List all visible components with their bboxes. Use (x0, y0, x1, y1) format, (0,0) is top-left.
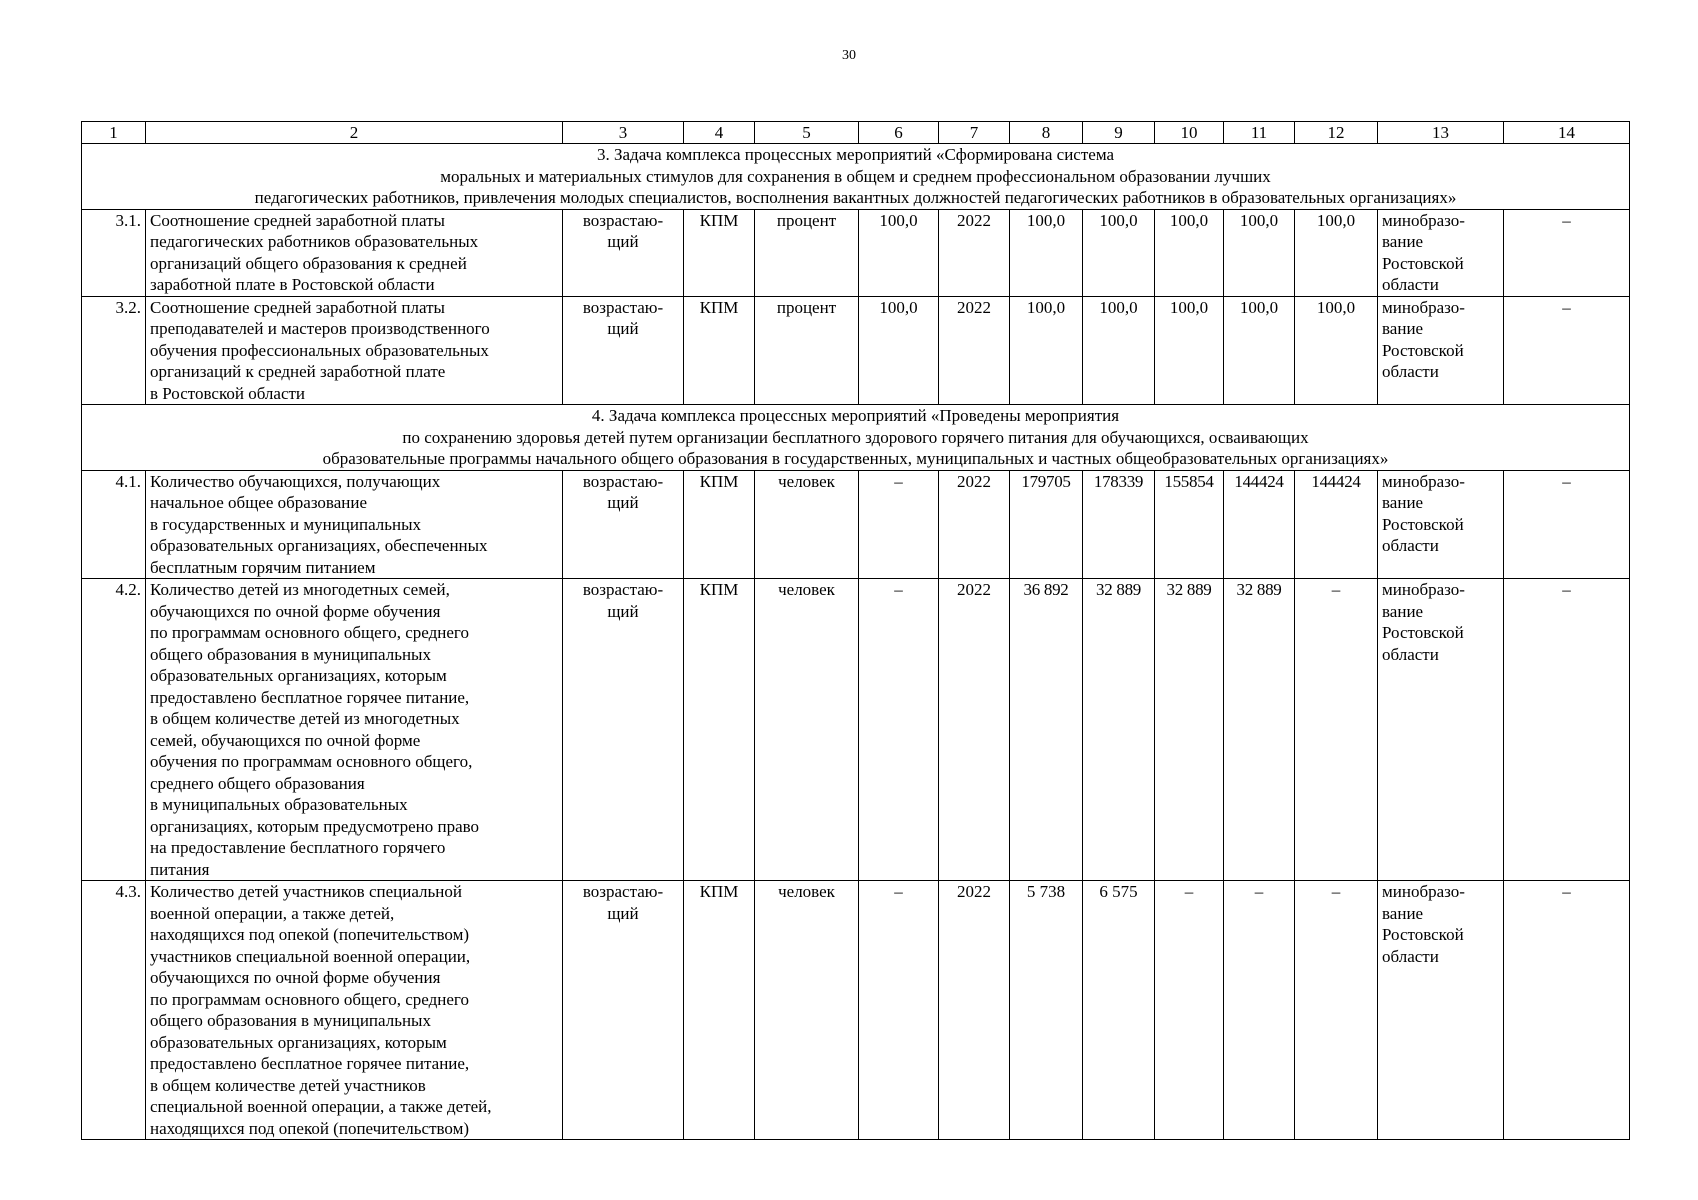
indicator-name: Соотношение средней заработной платы преподавателей и мастеров производственного обучения профессиональных образовательных организаций к средней заработной плате в Ростовской области (146, 296, 563, 405)
row-number: 4.2. (82, 579, 146, 881)
indicator-name: Количество детей участников специальной военной операции, а также детей, находящихся под опекой (попечительством) участников специальной военной операции, обучающихся по очной форме обучения по программам основного общего, среднего общего образования в муниципальных образовательных организациях, которым предоставлено бесплатное горячее питание, в общем количестве детей участников специальной военной операции, а также детей, находящихся под опекой (попечительством) (146, 881, 563, 1140)
trend-cell: возрастаю- щий (563, 881, 684, 1140)
trend-cell: возрастаю- щий (563, 579, 684, 881)
value-cell: 144424 (1224, 470, 1295, 579)
base-value-cell: – (859, 881, 939, 1140)
value-cell: 6 575 (1083, 881, 1155, 1140)
indicator-name: Количество детей из многодетных семей, обучающихся по очной форме обучения по программам основного общего, среднего общего образования в муниципальных образовательных организациях, которым предоставлено бесплатное горячее питание, в общем количестве детей из многодетных семей, обучающихся по очной форме обучения по программам основного общего, среднего общего образования в муниципальных образовательных организациях, которым предусмотрено право на предоставление бесплатного горячего питания (146, 579, 563, 881)
value-cell: 100,0 (1295, 209, 1378, 296)
column-number: 9 (1083, 122, 1155, 144)
row-number: 4.1. (82, 470, 146, 579)
value-cell: 32 889 (1155, 579, 1224, 881)
value-cell: 32 889 (1083, 579, 1155, 881)
base-value-cell: – (859, 470, 939, 579)
responsible-cell: минобразо- вание Ростовской области (1378, 296, 1504, 405)
column-number: 8 (1010, 122, 1083, 144)
page-number: 30 (842, 48, 856, 63)
value-cell: 100,0 (1083, 209, 1155, 296)
column-number: 5 (755, 122, 859, 144)
responsible-cell: минобразо- вание Ростовской области (1378, 470, 1504, 579)
column-number: 10 (1155, 122, 1224, 144)
base-year-cell: 2022 (939, 470, 1010, 579)
link-cell: – (1504, 470, 1630, 579)
table-row (82, 209, 1630, 296)
table-row (82, 470, 1630, 579)
row-number: 3.1. (82, 209, 146, 296)
value-cell: 155854 (1155, 470, 1224, 579)
column-number: 6 (859, 122, 939, 144)
table-row (82, 881, 1630, 1140)
indicator-name: Количество обучающихся, получающих начальное общее образование в государственных и муниципальных образовательных организациях, обеспеченных бесплатным горячим питанием (146, 470, 563, 579)
value-cell: 100,0 (1295, 296, 1378, 405)
indicator-type-cell: КПМ (684, 470, 755, 579)
row-number: 4.3. (82, 881, 146, 1140)
unit-cell: процент (755, 296, 859, 405)
value-cell: – (1295, 881, 1378, 1140)
unit-cell: человек (755, 470, 859, 579)
responsible-cell: минобразо- вание Ростовской области (1378, 579, 1504, 881)
column-number: 4 (684, 122, 755, 144)
value-cell: 100,0 (1155, 296, 1224, 405)
section-title: 4. Задача комплекса процессных мероприятий «Проведены мероприятия по сохранению здоровья детей путем организации бесплатного здорового горячего питания для обучающихся, осваивающих образовательные программы начального общего образования в государственных, муниципальных и частных общеобразовательных организациях» (82, 405, 1630, 471)
value-cell: – (1224, 881, 1295, 1140)
indicator-type-cell: КПМ (684, 209, 755, 296)
value-cell: – (1295, 579, 1378, 881)
base-year-cell: 2022 (939, 296, 1010, 405)
value-cell: 36 892 (1010, 579, 1083, 881)
column-number: 1 (82, 122, 146, 144)
base-year-cell: 2022 (939, 881, 1010, 1140)
row-number: 3.2. (82, 296, 146, 405)
indicator-name: Соотношение средней заработной платы педагогических работников образовательных организаций общего образования к средней заработной плате в Ростовской области (146, 209, 563, 296)
column-number: 12 (1295, 122, 1378, 144)
column-number: 14 (1504, 122, 1630, 144)
base-year-cell: 2022 (939, 209, 1010, 296)
table-row (82, 296, 1630, 405)
trend-cell: возрастаю- щий (563, 296, 684, 405)
unit-cell: процент (755, 209, 859, 296)
indicators-table (81, 121, 1630, 1140)
section-title: 3. Задача комплекса процессных мероприятий «Сформирована система моральных и материальных стимулов для сохранения в общем и среднем профессиональном образовании лучших педагогических работников, привлечения молодых специалистов, восполнения вакантных должностей педагогических работников в образовательных организациях» (82, 144, 1630, 210)
value-cell: 100,0 (1010, 296, 1083, 405)
unit-cell: человек (755, 881, 859, 1140)
link-cell: – (1504, 209, 1630, 296)
link-cell: – (1504, 296, 1630, 405)
value-cell: 179705 (1010, 470, 1083, 579)
column-number: 7 (939, 122, 1010, 144)
indicator-type-cell: КПМ (684, 579, 755, 881)
indicator-type-cell: КПМ (684, 296, 755, 405)
base-year-cell: 2022 (939, 579, 1010, 881)
column-number: 13 (1378, 122, 1504, 144)
base-value-cell: – (859, 579, 939, 881)
responsible-cell: минобразо- вание Ростовской области (1378, 209, 1504, 296)
unit-cell: человек (755, 579, 859, 881)
value-cell: 100,0 (1083, 296, 1155, 405)
value-cell: 144424 (1295, 470, 1378, 579)
section-heading-row (82, 405, 1630, 471)
trend-cell: возрастаю- щий (563, 470, 684, 579)
link-cell: – (1504, 881, 1630, 1140)
link-cell: – (1504, 579, 1630, 881)
value-cell: 5 738 (1010, 881, 1083, 1140)
column-number: 11 (1224, 122, 1295, 144)
value-cell: 100,0 (1155, 209, 1224, 296)
column-number: 2 (146, 122, 563, 144)
base-value-cell: 100,0 (859, 209, 939, 296)
table-row (82, 579, 1630, 881)
base-value-cell: 100,0 (859, 296, 939, 405)
value-cell: 100,0 (1224, 209, 1295, 296)
value-cell: 100,0 (1010, 209, 1083, 296)
value-cell: 32 889 (1224, 579, 1295, 881)
column-number-row (82, 122, 1630, 144)
value-cell: 178339 (1083, 470, 1155, 579)
section-heading-row (82, 144, 1630, 210)
indicator-type-cell: КПМ (684, 881, 755, 1140)
column-number: 3 (563, 122, 684, 144)
trend-cell: возрастаю- щий (563, 209, 684, 296)
responsible-cell: минобразо- вание Ростовской области (1378, 881, 1504, 1140)
value-cell: 100,0 (1224, 296, 1295, 405)
value-cell: – (1155, 881, 1224, 1140)
